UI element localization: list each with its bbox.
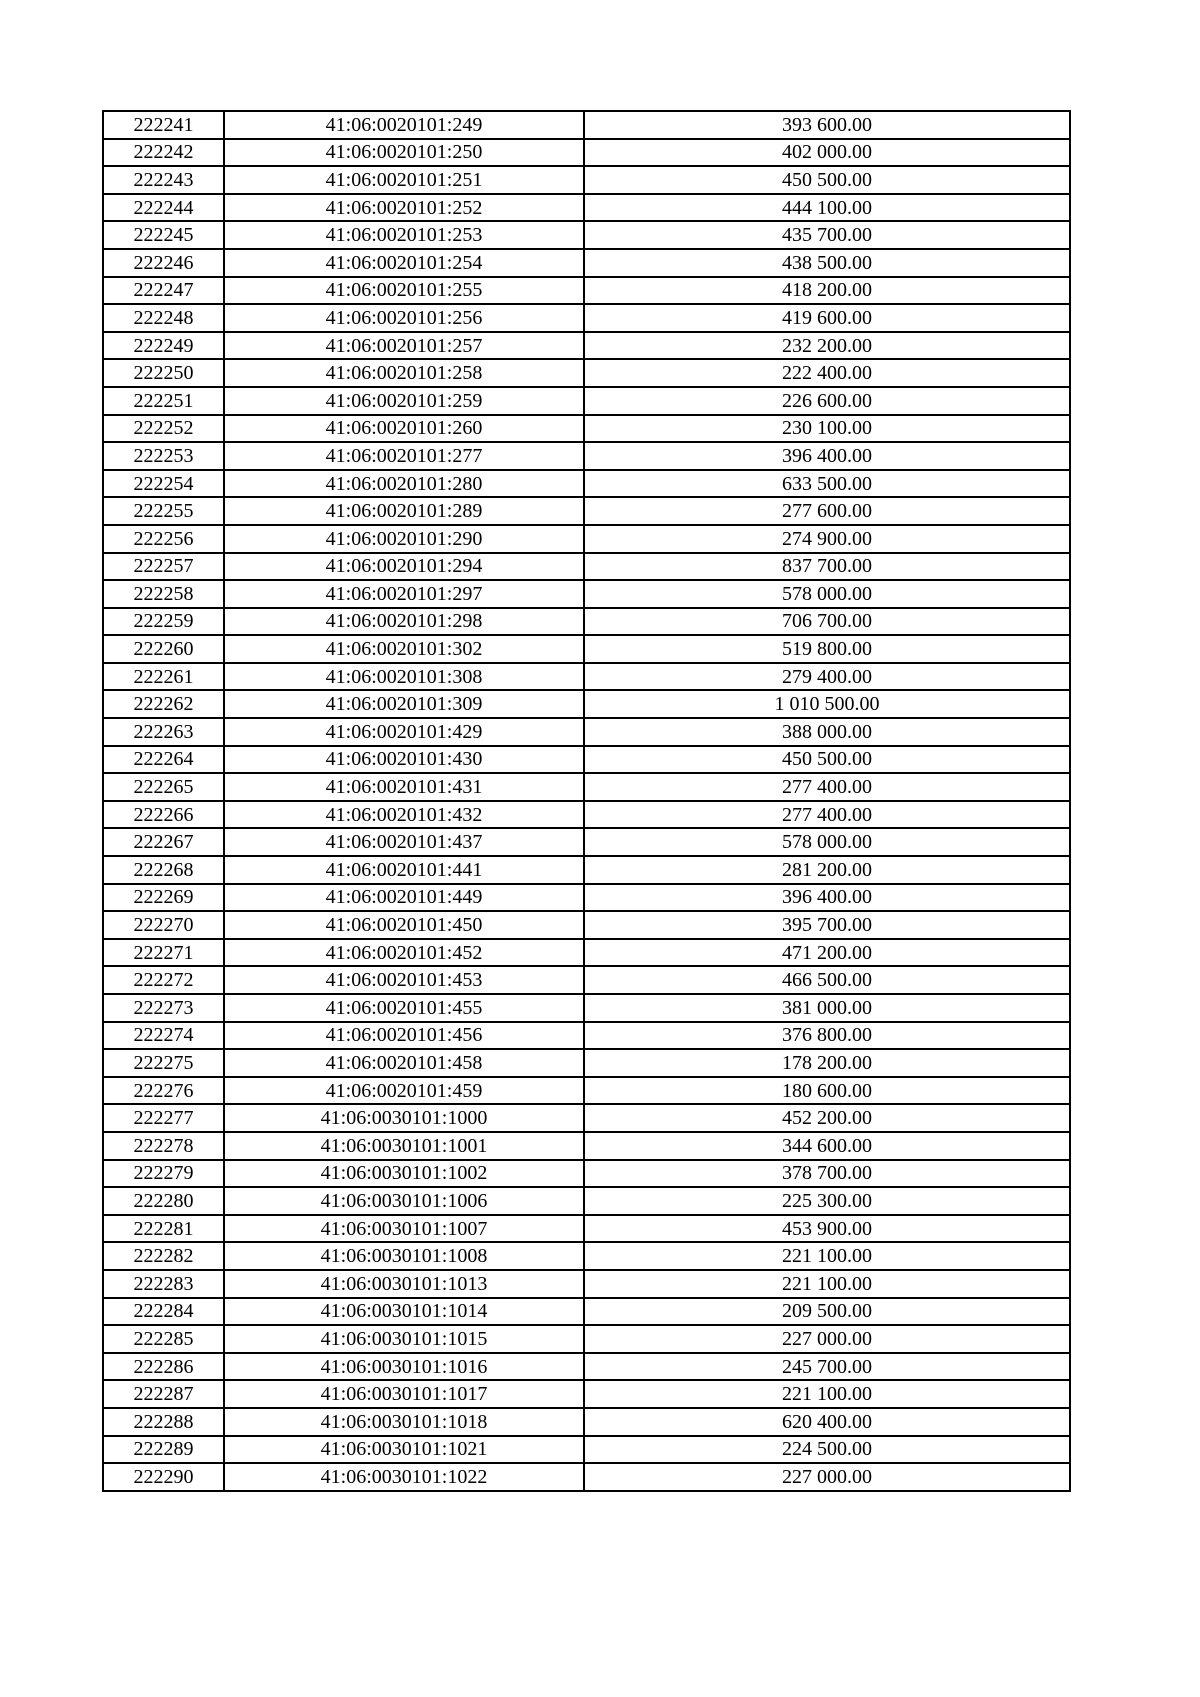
cadastral-value-cell: 453 900.00: [584, 1215, 1070, 1243]
cadastral-value-cell: 224 500.00: [584, 1436, 1070, 1464]
table-row: [103, 497, 1070, 525]
cadastral-value-cell: 419 600.00: [584, 304, 1070, 332]
table-row: [103, 663, 1070, 691]
table-row: [103, 911, 1070, 939]
cadastral-value-cell: 180 600.00: [584, 1077, 1070, 1105]
cadastral-value-cell: 230 100.00: [584, 415, 1070, 443]
cadastral-value-cell: 466 500.00: [584, 966, 1070, 994]
cadastral-number-cell: 41:06:0020101:450: [224, 911, 584, 939]
cadastral-value-cell: 381 000.00: [584, 994, 1070, 1022]
row-number-cell: 222251: [103, 387, 224, 415]
cadastral-number-cell: 41:06:0020101:452: [224, 939, 584, 967]
table-row: [103, 249, 1070, 277]
cadastral-value-cell: 344 600.00: [584, 1132, 1070, 1160]
cadastral-number-cell: 41:06:0020101:277: [224, 442, 584, 470]
table-row: [103, 856, 1070, 884]
row-number-cell: 222262: [103, 690, 224, 718]
cadastral-number-cell: 41:06:0020101:258: [224, 359, 584, 387]
table-row: [103, 304, 1070, 332]
row-number-cell: 222278: [103, 1132, 224, 1160]
table-row: [103, 773, 1070, 801]
cadastral-value-cell: 1 010 500.00: [584, 690, 1070, 718]
row-number-cell: 222272: [103, 966, 224, 994]
row-number-cell: 222250: [103, 359, 224, 387]
row-number-cell: 222271: [103, 939, 224, 967]
cadastral-value-cell: 279 400.00: [584, 663, 1070, 691]
row-number-cell: 222258: [103, 580, 224, 608]
row-number-cell: 222273: [103, 994, 224, 1022]
row-number-cell: 222255: [103, 497, 224, 525]
cadastral-value-cell: 452 200.00: [584, 1104, 1070, 1132]
cadastral-number-cell: 41:06:0020101:297: [224, 580, 584, 608]
row-number-cell: 222260: [103, 635, 224, 663]
row-number-cell: 222257: [103, 553, 224, 581]
cadastral-value-cell: 837 700.00: [584, 553, 1070, 581]
cadastral-value-cell: 376 800.00: [584, 1022, 1070, 1050]
table-row: [103, 442, 1070, 470]
table-row: [103, 359, 1070, 387]
cadastral-value-cell: 620 400.00: [584, 1408, 1070, 1436]
row-number-cell: 222284: [103, 1298, 224, 1326]
table-row: [103, 166, 1070, 194]
table-body: [103, 111, 1070, 1491]
cadastral-number-cell: 41:06:0020101:289: [224, 497, 584, 525]
table-row: [103, 1022, 1070, 1050]
table-row: [103, 1408, 1070, 1436]
table-row: [103, 470, 1070, 498]
cadastral-number-cell: 41:06:0020101:250: [224, 139, 584, 167]
cadastral-value-cell: 226 600.00: [584, 387, 1070, 415]
cadastral-number-cell: 41:06:0020101:458: [224, 1049, 584, 1077]
cadastral-number-cell: 41:06:0030101:1001: [224, 1132, 584, 1160]
cadastral-number-cell: 41:06:0020101:294: [224, 553, 584, 581]
row-number-cell: 222282: [103, 1242, 224, 1270]
cadastral-number-cell: 41:06:0030101:1015: [224, 1325, 584, 1353]
row-number-cell: 222274: [103, 1022, 224, 1050]
row-number-cell: 222256: [103, 525, 224, 553]
cadastral-value-cell: 402 000.00: [584, 139, 1070, 167]
table-row: [103, 1380, 1070, 1408]
table-row: [103, 1132, 1070, 1160]
table-row: [103, 387, 1070, 415]
cadastral-number-cell: 41:06:0020101:456: [224, 1022, 584, 1050]
cadastral-number-cell: 41:06:0020101:431: [224, 773, 584, 801]
cadastral-value-cell: 396 400.00: [584, 884, 1070, 912]
table-row: [103, 1353, 1070, 1381]
row-number-cell: 222248: [103, 304, 224, 332]
cadastral-value-cell: 471 200.00: [584, 939, 1070, 967]
row-number-cell: 222261: [103, 663, 224, 691]
row-number-cell: 222254: [103, 470, 224, 498]
cadastral-value-cell: 444 100.00: [584, 194, 1070, 222]
cadastral-value-cell: 418 200.00: [584, 277, 1070, 305]
cadastral-number-cell: 41:06:0020101:257: [224, 332, 584, 360]
cadastral-number-cell: 41:06:0020101:255: [224, 277, 584, 305]
row-number-cell: 222277: [103, 1104, 224, 1132]
table-row: [103, 608, 1070, 636]
cadastral-number-cell: 41:06:0020101:259: [224, 387, 584, 415]
table-row: [103, 994, 1070, 1022]
cadastral-number-cell: 41:06:0020101:260: [224, 415, 584, 443]
cadastral-number-cell: 41:06:0020101:429: [224, 718, 584, 746]
cadastral-number-cell: 41:06:0020101:251: [224, 166, 584, 194]
cadastral-number-cell: 41:06:0030101:1016: [224, 1353, 584, 1381]
cadastral-value-cell: 519 800.00: [584, 635, 1070, 663]
table-row: [103, 828, 1070, 856]
table-row: [103, 1298, 1070, 1326]
cadastral-number-cell: 41:06:0020101:256: [224, 304, 584, 332]
table-row: [103, 1187, 1070, 1215]
cadastral-number-cell: 41:06:0020101:290: [224, 525, 584, 553]
row-number-cell: 222263: [103, 718, 224, 746]
cadastral-number-cell: 41:06:0030101:1006: [224, 1187, 584, 1215]
row-number-cell: 222268: [103, 856, 224, 884]
cadastral-number-cell: 41:06:0020101:459: [224, 1077, 584, 1105]
cadastral-number-cell: 41:06:0030101:1022: [224, 1463, 584, 1491]
cadastral-number-cell: 41:06:0020101:432: [224, 801, 584, 829]
row-number-cell: 222245: [103, 221, 224, 249]
cadastral-number-cell: 41:06:0020101:249: [224, 111, 584, 139]
row-number-cell: 222289: [103, 1436, 224, 1464]
table-row: [103, 1104, 1070, 1132]
cadastral-value-cell: 245 700.00: [584, 1353, 1070, 1381]
row-number-cell: 222267: [103, 828, 224, 856]
cadastral-number-cell: 41:06:0020101:302: [224, 635, 584, 663]
cadastral-value-cell: 633 500.00: [584, 470, 1070, 498]
table-row: [103, 1160, 1070, 1188]
cadastral-value-cell: 227 000.00: [584, 1325, 1070, 1353]
table-row: [103, 580, 1070, 608]
table-row: [103, 635, 1070, 663]
cadastral-number-cell: 41:06:0030101:1013: [224, 1270, 584, 1298]
row-number-cell: 222265: [103, 773, 224, 801]
cadastral-number-cell: 41:06:0020101:453: [224, 966, 584, 994]
cadastral-value-cell: 221 100.00: [584, 1242, 1070, 1270]
cadastral-number-cell: 41:06:0030101:1021: [224, 1436, 584, 1464]
row-number-cell: 222253: [103, 442, 224, 470]
cadastral-value-cell: 578 000.00: [584, 580, 1070, 608]
cadastral-value-cell: 438 500.00: [584, 249, 1070, 277]
cadastral-value-cell: 277 400.00: [584, 801, 1070, 829]
cadastral-value-cell: 706 700.00: [584, 608, 1070, 636]
cadastral-number-cell: 41:06:0020101:308: [224, 663, 584, 691]
cadastral-number-cell: 41:06:0020101:437: [224, 828, 584, 856]
cadastral-value-cell: 450 500.00: [584, 166, 1070, 194]
cadastral-number-cell: 41:06:0020101:253: [224, 221, 584, 249]
row-number-cell: 222280: [103, 1187, 224, 1215]
table-row: [103, 718, 1070, 746]
cadastral-number-cell: 41:06:0020101:455: [224, 994, 584, 1022]
row-number-cell: 222259: [103, 608, 224, 636]
row-number-cell: 222281: [103, 1215, 224, 1243]
row-number-cell: 222243: [103, 166, 224, 194]
row-number-cell: 222269: [103, 884, 224, 912]
row-number-cell: 222285: [103, 1325, 224, 1353]
table-row: [103, 221, 1070, 249]
cadastral-value-cell: 178 200.00: [584, 1049, 1070, 1077]
cadastral-value-cell: 277 600.00: [584, 497, 1070, 525]
table-row: [103, 1270, 1070, 1298]
cadastral-number-cell: 41:06:0030101:1008: [224, 1242, 584, 1270]
cadastral-number-cell: 41:06:0020101:430: [224, 746, 584, 774]
table-row: [103, 332, 1070, 360]
cadastral-number-cell: 41:06:0020101:298: [224, 608, 584, 636]
cadastral-number-cell: 41:06:0020101:252: [224, 194, 584, 222]
cadastral-number-cell: 41:06:0030101:1000: [224, 1104, 584, 1132]
table-row: [103, 1242, 1070, 1270]
row-number-cell: 222246: [103, 249, 224, 277]
cadastral-number-cell: 41:06:0030101:1002: [224, 1160, 584, 1188]
row-number-cell: 222247: [103, 277, 224, 305]
row-number-cell: 222276: [103, 1077, 224, 1105]
cadastral-value-cell: 450 500.00: [584, 746, 1070, 774]
cadastral-value-cell: 435 700.00: [584, 221, 1070, 249]
cadastral-value-cell: 232 200.00: [584, 332, 1070, 360]
table-row: [103, 746, 1070, 774]
row-number-cell: 222286: [103, 1353, 224, 1381]
cadastral-value-cell: 221 100.00: [584, 1270, 1070, 1298]
row-number-cell: 222287: [103, 1380, 224, 1408]
row-number-cell: 222242: [103, 139, 224, 167]
cadastral-value-cell: 225 300.00: [584, 1187, 1070, 1215]
cadastral-value-cell: 393 600.00: [584, 111, 1070, 139]
table-row: [103, 966, 1070, 994]
cadastral-value-cell: 222 400.00: [584, 359, 1070, 387]
table-row: [103, 111, 1070, 139]
cadastral-value-cell: 388 000.00: [584, 718, 1070, 746]
cadastral-number-cell: 41:06:0020101:449: [224, 884, 584, 912]
row-number-cell: 222290: [103, 1463, 224, 1491]
cadastral-value-cell: 221 100.00: [584, 1380, 1070, 1408]
row-number-cell: 222275: [103, 1049, 224, 1077]
table-row: [103, 939, 1070, 967]
cadastral-number-cell: 41:06:0030101:1014: [224, 1298, 584, 1326]
table-row: [103, 525, 1070, 553]
table-row: [103, 690, 1070, 718]
cadastral-value-cell: 395 700.00: [584, 911, 1070, 939]
cadastral-value-cell: 277 400.00: [584, 773, 1070, 801]
row-number-cell: 222279: [103, 1160, 224, 1188]
table-row: [103, 1463, 1070, 1491]
row-number-cell: 222241: [103, 111, 224, 139]
row-number-cell: 222264: [103, 746, 224, 774]
cadastral-number-cell: 41:06:0030101:1018: [224, 1408, 584, 1436]
row-number-cell: 222266: [103, 801, 224, 829]
cadastral-value-cell: 578 000.00: [584, 828, 1070, 856]
table-row: [103, 1436, 1070, 1464]
table-row: [103, 801, 1070, 829]
cadastral-number-cell: 41:06:0030101:1017: [224, 1380, 584, 1408]
table-row: [103, 1215, 1070, 1243]
row-number-cell: 222249: [103, 332, 224, 360]
row-number-cell: 222283: [103, 1270, 224, 1298]
cadastral-value-cell: 396 400.00: [584, 442, 1070, 470]
table-row: [103, 139, 1070, 167]
table-row: [103, 415, 1070, 443]
table-row: [103, 1049, 1070, 1077]
row-number-cell: 222252: [103, 415, 224, 443]
cadastral-number-cell: 41:06:0030101:1007: [224, 1215, 584, 1243]
cadastral-value-cell: 378 700.00: [584, 1160, 1070, 1188]
table-row: [103, 553, 1070, 581]
cadastral-number-cell: 41:06:0020101:254: [224, 249, 584, 277]
row-number-cell: 222288: [103, 1408, 224, 1436]
cadastral-value-cell: 227 000.00: [584, 1463, 1070, 1491]
cadastral-number-cell: 41:06:0020101:309: [224, 690, 584, 718]
cadastral-value-table: [102, 110, 1071, 1492]
table-row: [103, 1325, 1070, 1353]
cadastral-value-cell: 274 900.00: [584, 525, 1070, 553]
row-number-cell: 222270: [103, 911, 224, 939]
table-row: [103, 1077, 1070, 1105]
cadastral-number-cell: 41:06:0020101:280: [224, 470, 584, 498]
row-number-cell: 222244: [103, 194, 224, 222]
cadastral-value-cell: 281 200.00: [584, 856, 1070, 884]
table-row: [103, 884, 1070, 912]
table-row: [103, 194, 1070, 222]
cadastral-value-cell: 209 500.00: [584, 1298, 1070, 1326]
table-row: [103, 277, 1070, 305]
cadastral-number-cell: 41:06:0020101:441: [224, 856, 584, 884]
